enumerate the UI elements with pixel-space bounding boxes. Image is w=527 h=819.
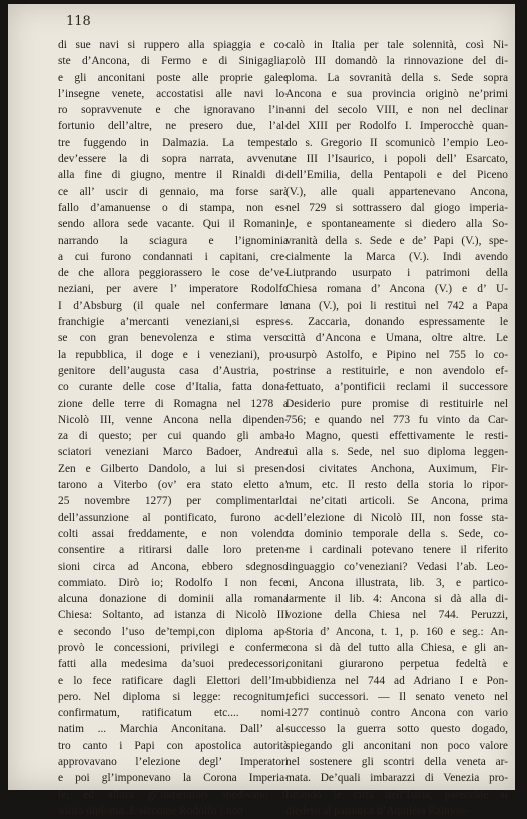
text-line: calò in Italia per tale solennità, così Ni- xyxy=(286,39,508,51)
text-line: dosi civitates Anchona, Auximum, Fir- xyxy=(286,462,508,475)
text-line: ta dominio temporale della s. Sede, co- xyxy=(286,527,508,540)
text-line: le; ed allora gl’imperatori spedivano il xyxy=(58,788,288,801)
text-line: fittando le città dell’Istria, parecchie si xyxy=(286,788,508,801)
text-line: e secondo l’uso de’tempi,con diploma ap- xyxy=(58,625,288,638)
text-line: nel 729 si sottrassero dal giogo imperia- xyxy=(286,201,508,214)
text-line: cona si dà del tutto alla Chiesa, e gli an- xyxy=(286,641,508,654)
text-line: Storia d’ Ancona, t. 1, p. 160 e seg.: An- xyxy=(286,625,508,638)
text-line: mata. De’quali imbarazzi di Venezia pro- xyxy=(286,772,508,785)
text-line: spiegando gli anconitani non poco valore xyxy=(286,739,508,752)
text-line: (V.), alle quali appartenevano Ancona, xyxy=(286,185,508,198)
text-line: dell’assunzione al pontificato, furono ac- xyxy=(58,511,288,524)
text-line: successo la guerra sotto questo dogado, xyxy=(286,723,508,736)
text-line: Desiderio pure promise di restituirle nel xyxy=(286,397,508,410)
text-line: nel sostenere gli scontri della veneta ar- xyxy=(286,756,508,769)
text-line: provò le concessioni, privilegi e conferme xyxy=(58,641,288,654)
text-line: Zen e Gilberto Dandolo, a lui si presen- xyxy=(58,462,288,475)
text-line: pero. Nel diploma si legge: recognitum, xyxy=(58,690,288,703)
text-line: ploma. La sovranità della s. Sede sopra xyxy=(286,71,508,84)
text-line: colti assai freddamente, e non volendo xyxy=(58,527,288,540)
text-line: za di questo; per cui quando gli amba- xyxy=(58,430,288,443)
text-line: Nicolò III, venne Ancona nella dipenden- xyxy=(58,413,288,426)
text-line: linguaggio co’veneziani? Vedasi l’ab. Leo- xyxy=(286,560,508,573)
text-line: città d’Ancona e Umana, oltre altre. Le xyxy=(286,332,508,345)
text-line: e lo fece ratificare dagli Elettori dell’Im- xyxy=(58,674,288,687)
text-line: solito diploma. E siccome Rodolfo I non xyxy=(58,804,244,817)
text-line: alla fine di giugno, mentre il Rinaldi di- xyxy=(58,169,288,182)
text-line: franchigie a’mercanti veneziani,si espres- xyxy=(58,316,288,329)
text-line: a cui furono condannati i capitani, cre- xyxy=(58,250,288,263)
text-line: cialmente la Marca (V.). Indi avendo xyxy=(286,250,508,263)
text-line: usurpò Astolfo, e Pipino nel 755 lo co- xyxy=(286,348,508,361)
text-line: natim ... Marchia Anconitana. Dall’ al- xyxy=(58,723,288,736)
text-line: lo Magno, questi effettivamente le resti- xyxy=(286,430,508,443)
text-line: Chiesa romana d’ Ancona (V.) e d’ U- xyxy=(286,283,508,296)
text-line: 1277 continuò contro Ancona con vario xyxy=(286,707,508,720)
text-line: s. Zaccaria, donando espressamente le xyxy=(286,316,508,329)
text-line: dell’Emilia, della Pentapoli e del Piceno xyxy=(286,169,508,182)
text-line: Chiesa: Soltanto, ad istanza di Nicolò III xyxy=(58,609,288,622)
text-line: fatti alla medesima da’suoi predecessori, xyxy=(58,658,288,671)
text-line: ce all’ uscir di gennaio, ma forse sarà xyxy=(58,185,288,198)
text-line: commiato. Dirò io; Rodolfo I non fece xyxy=(58,576,288,589)
text-line: tro canto i Papi con apostolica autorità xyxy=(58,739,288,752)
text-line: di sue navi si ruppero alla spiaggia e co- xyxy=(58,39,288,51)
text-line: mum, etc. Il resto della storia lo ripor- xyxy=(286,479,508,492)
text-line: narrando la sciagura e l’ignominia xyxy=(58,234,288,247)
text-line: ste d’Ancona, di Fermo e di Sinigaglia; xyxy=(58,55,288,68)
text-line: se con gran benevolenza e stima verso xyxy=(58,332,288,345)
text-line: del XIII per Rodolfo I. Imperocchè quan- xyxy=(286,120,508,133)
text-line: 25 novembre 1277) per complimentarlo xyxy=(58,495,288,508)
right-text-column xyxy=(286,37,508,819)
text-line: zione delle terre di Romagna nel 1278 a xyxy=(58,397,288,410)
text-line: alcuna donazione di dominii alla romana xyxy=(58,593,288,606)
text-line: conitani giurarono perpetua fedeltà e xyxy=(286,658,508,671)
text-line: neziani, per avere l’ imperatore Rodolfo xyxy=(58,283,288,296)
text-line: 756; e quando nel 773 fu vinto da Car- xyxy=(286,413,508,426)
text-line: le, e spontaneamente si diedero alla So- xyxy=(286,218,508,231)
text-line: ne III l’Isaurico, i popoli dell’ Esarcato, xyxy=(286,153,508,166)
text-line: mana (V.), poi li restituì nel 742 a Papa xyxy=(286,299,508,312)
text-line: larmente il lib. 4: Ancona si dà alla di- xyxy=(286,593,508,606)
text-line: tefici successori. — Il senato veneto nel xyxy=(286,690,508,703)
text-line: genitore dell’augusta casa d’Austria, po- xyxy=(58,364,288,377)
text-line: e gli anconitani poste alle proprie galee xyxy=(58,71,288,84)
text-line: tre fuggendo in Dalmazia. La tempesta xyxy=(58,136,288,149)
text-line: vranità della s. Sede e de’ Papi (V.), spe- xyxy=(286,234,508,247)
text-line: do s. Gregorio II scomunicò l’empio Leo- xyxy=(286,136,508,149)
text-line: dell’elezione di Nicolò III, non fosse sta- xyxy=(286,511,508,524)
page-number: 118 xyxy=(66,14,91,29)
text-line: Liutprando usurpato i patrimoni della xyxy=(286,267,508,280)
text-line: ubbidienza nel 744 ad Adriano I e Pon- xyxy=(286,674,508,687)
text-line: dev’essere la di sopra narrata, avvenuta xyxy=(58,153,288,166)
text-line: diedero al patriarca d’Aquileia Raimon- xyxy=(286,804,469,817)
text-line: de che allora peggiorassero le cose de’ve- xyxy=(58,267,288,280)
text-line: approvavano l’elezione degl’ Imperatori xyxy=(58,756,288,769)
text-line: l’insegne venete, accostatisi alle navi lo- xyxy=(58,87,288,100)
text-line: colò III domandò la rinnovazione del di- xyxy=(286,55,508,68)
text-line: strinse a restituirle, e non avendolo ef- xyxy=(286,364,508,377)
text-line: la repubblica, il doge e i veneziani), pro- xyxy=(58,348,288,361)
text-line: tai ne’citati articoli. Se Ancona, prima xyxy=(286,495,508,508)
text-line: tuì alla s. Sede, nel suo diploma leggen- xyxy=(286,446,508,459)
left-text-column xyxy=(58,37,288,819)
text-line: fortunio dell’altre, ne presero due, l’al- xyxy=(58,120,288,133)
text-line: Ancona e sua provincia originò ne’primi xyxy=(286,87,508,100)
text-line: sioni circa ad Ancona, ebbero sdegnoso xyxy=(58,560,288,573)
text-line: vozione della Chiesa nel 744. Peruzzi, xyxy=(286,609,508,622)
text-line: confirmatum, ratificatum etc.... nomi- xyxy=(58,707,288,720)
text-line: ni, Ancona illustrata, lib. 3, e partico- xyxy=(286,576,508,589)
text-line: sendo allora sede vacante. Qui il Romanin, xyxy=(58,218,288,231)
text-line: consentire a ritirarsi dalle loro preten- xyxy=(58,544,288,557)
text-line: I d’Absburg (il quale nel confermare le xyxy=(58,299,288,312)
text-line: ro sopravvenute e che ignoravano l’in- xyxy=(58,104,288,117)
text-line: anni del secolo VIII, e non nel declinar xyxy=(286,104,508,117)
text-line: co curante delle cose d’Italia, fatta dona- xyxy=(58,381,288,394)
text-line: sciatori veneziani Marco Badoer, Andrea xyxy=(58,446,288,459)
text-line: tarono a Viterbo (ov’ era stato eletto a’ xyxy=(58,479,288,492)
text-line: e poi gl’imponevano la Corona Imperia- xyxy=(58,772,288,785)
text-line: fettuato, a’pontificii reclami il successore xyxy=(286,381,508,394)
text-line: me i cardinali potevano tenere il riferito xyxy=(286,544,508,557)
book-page xyxy=(8,4,515,817)
text-line: fallo d’amanuense o di stampa, non es- xyxy=(58,201,288,214)
